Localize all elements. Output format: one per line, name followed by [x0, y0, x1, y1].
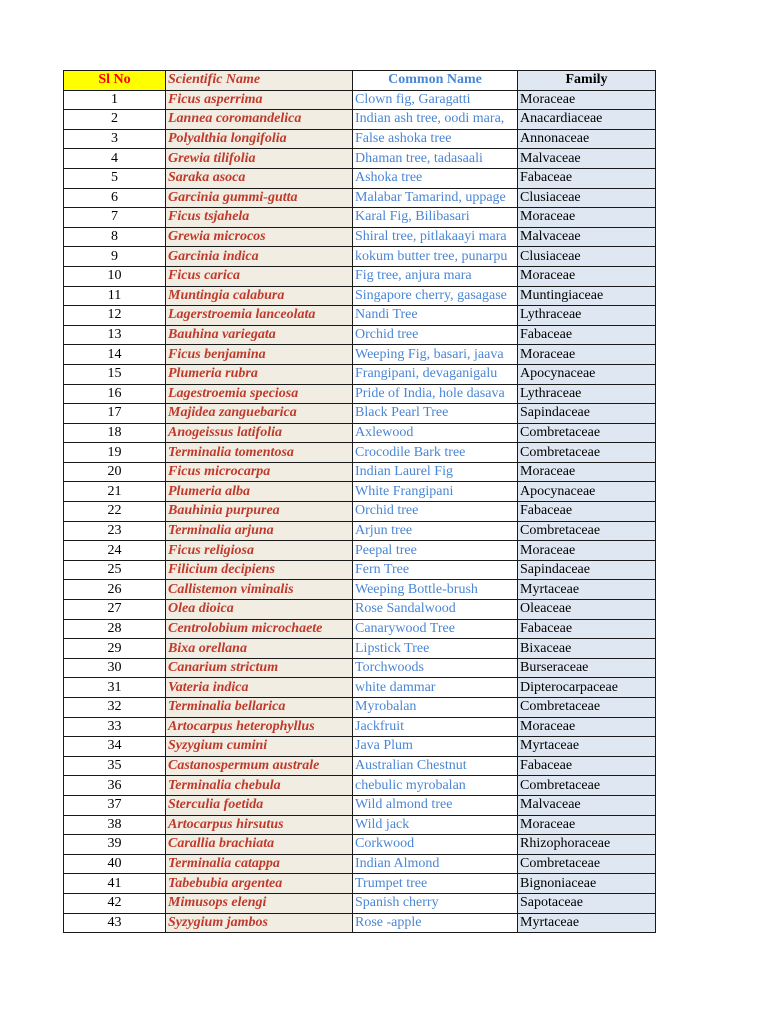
table-row: [64, 364, 656, 384]
cell-common-name: Ashoka tree: [353, 168, 518, 188]
cell-scientific-name: Sterculia foetida: [166, 795, 353, 815]
cell-sl-no: 36: [64, 776, 166, 796]
cell-family: Combretaceae: [518, 776, 656, 796]
table-row: [64, 129, 656, 149]
cell-sl-no: 22: [64, 502, 166, 522]
table-row: [64, 404, 656, 424]
cell-scientific-name: Mimusops elengi: [166, 893, 353, 913]
table-row: [64, 737, 656, 757]
cell-scientific-name: Grewia microcos: [166, 227, 353, 247]
table-row: [64, 619, 656, 639]
cell-common-name: Weeping Fig, basari, jaava: [353, 345, 518, 365]
cell-common-name: Nandi Tree: [353, 306, 518, 326]
cell-sl-no: 39: [64, 835, 166, 855]
cell-common-name: Java Plum: [353, 737, 518, 757]
cell-scientific-name: Tabebubia argentea: [166, 874, 353, 894]
cell-sl-no: 33: [64, 717, 166, 737]
cell-sl-no: 35: [64, 756, 166, 776]
table-row: [64, 815, 656, 835]
cell-common-name: Fern Tree: [353, 560, 518, 580]
cell-scientific-name: Terminalia arjuna: [166, 521, 353, 541]
cell-sl-no: 21: [64, 482, 166, 502]
cell-sl-no: 37: [64, 795, 166, 815]
cell-sl-no: 1: [64, 90, 166, 110]
cell-family: Combretaceae: [518, 854, 656, 874]
cell-scientific-name: Lagestroemia speciosa: [166, 384, 353, 404]
cell-scientific-name: Ficus religiosa: [166, 541, 353, 561]
cell-common-name: Indian ash tree, oodi mara,: [353, 110, 518, 130]
cell-family: Sapindaceae: [518, 560, 656, 580]
cell-sl-no: 34: [64, 737, 166, 757]
cell-family: Moraceae: [518, 717, 656, 737]
cell-scientific-name: Terminalia catappa: [166, 854, 353, 874]
cell-scientific-name: Saraka asoca: [166, 168, 353, 188]
table-row: [64, 110, 656, 130]
table-row: [64, 580, 656, 600]
cell-scientific-name: Bixa orellana: [166, 639, 353, 659]
table-body: [64, 90, 656, 933]
table-row: [64, 717, 656, 737]
cell-family: Combretaceae: [518, 423, 656, 443]
cell-common-name: Indian Laurel Fig: [353, 462, 518, 482]
cell-common-name: White Frangipani: [353, 482, 518, 502]
table-row: [64, 913, 656, 933]
cell-scientific-name: Lagerstroemia lanceolata: [166, 306, 353, 326]
table-row: [64, 286, 656, 306]
cell-family: Bignoniaceae: [518, 874, 656, 894]
cell-scientific-name: Ficus microcarpa: [166, 462, 353, 482]
table-row: [64, 423, 656, 443]
cell-sl-no: 14: [64, 345, 166, 365]
cell-common-name: Rose Sandalwood: [353, 600, 518, 620]
cell-scientific-name: Bauhinia purpurea: [166, 502, 353, 522]
cell-family: Moraceae: [518, 266, 656, 286]
cell-common-name: Lipstick Tree: [353, 639, 518, 659]
cell-scientific-name: Artocarpus hirsutus: [166, 815, 353, 835]
cell-common-name: Australian Chestnut: [353, 756, 518, 776]
cell-scientific-name: Ficus asperrima: [166, 90, 353, 110]
table-row: [64, 345, 656, 365]
cell-sl-no: 11: [64, 286, 166, 306]
cell-scientific-name: Canarium strictum: [166, 658, 353, 678]
table-row: [64, 893, 656, 913]
header-common-name: Common Name: [353, 71, 518, 91]
cell-sl-no: 41: [64, 874, 166, 894]
table-row: [64, 678, 656, 698]
cell-common-name: Arjun tree: [353, 521, 518, 541]
cell-common-name: kokum butter tree, punarpu: [353, 247, 518, 267]
cell-sl-no: 6: [64, 188, 166, 208]
cell-sl-no: 25: [64, 560, 166, 580]
cell-common-name: Spanish cherry: [353, 893, 518, 913]
cell-sl-no: 13: [64, 325, 166, 345]
cell-family: Myrtaceae: [518, 913, 656, 933]
cell-family: Moraceae: [518, 208, 656, 228]
cell-scientific-name: Plumeria alba: [166, 482, 353, 502]
cell-sl-no: 18: [64, 423, 166, 443]
cell-scientific-name: Olea dioica: [166, 600, 353, 620]
cell-sl-no: 40: [64, 854, 166, 874]
cell-sl-no: 24: [64, 541, 166, 561]
cell-scientific-name: Anogeissus latifolia: [166, 423, 353, 443]
cell-scientific-name: Vateria indica: [166, 678, 353, 698]
header-sl-no: Sl No: [64, 71, 166, 91]
cell-scientific-name: Carallia brachiata: [166, 835, 353, 855]
table-row: [64, 639, 656, 659]
table-row: [64, 462, 656, 482]
cell-scientific-name: Ficus benjamina: [166, 345, 353, 365]
cell-family: Moraceae: [518, 815, 656, 835]
cell-sl-no: 7: [64, 208, 166, 228]
cell-common-name: Weeping Bottle-brush: [353, 580, 518, 600]
cell-family: Moraceae: [518, 541, 656, 561]
table-row: [64, 443, 656, 463]
cell-sl-no: 43: [64, 913, 166, 933]
table-row: [64, 854, 656, 874]
cell-common-name: Clown fig, Garagatti: [353, 90, 518, 110]
cell-family: Apocynaceae: [518, 364, 656, 384]
table-row: [64, 149, 656, 169]
cell-family: Myrtaceae: [518, 737, 656, 757]
cell-family: Combretaceae: [518, 521, 656, 541]
table-row: [64, 90, 656, 110]
cell-family: Malvaceae: [518, 795, 656, 815]
cell-scientific-name: Grewia tilifolia: [166, 149, 353, 169]
cell-family: Bixaceae: [518, 639, 656, 659]
header-family: Family: [518, 71, 656, 91]
cell-common-name: Wild almond tree: [353, 795, 518, 815]
cell-family: Malvaceae: [518, 149, 656, 169]
table-row: [64, 266, 656, 286]
cell-common-name: white dammar: [353, 678, 518, 698]
table-row: [64, 600, 656, 620]
cell-family: Oleaceae: [518, 600, 656, 620]
cell-common-name: Corkwood: [353, 835, 518, 855]
cell-family: Moraceae: [518, 345, 656, 365]
cell-scientific-name: Filicium decipiens: [166, 560, 353, 580]
table-row: [64, 541, 656, 561]
cell-common-name: Indian Almond: [353, 854, 518, 874]
cell-sl-no: 30: [64, 658, 166, 678]
cell-family: Moraceae: [518, 90, 656, 110]
cell-scientific-name: Terminalia bellarica: [166, 698, 353, 718]
cell-sl-no: 17: [64, 404, 166, 424]
cell-scientific-name: Lannea coromandelica: [166, 110, 353, 130]
cell-family: Clusiaceae: [518, 188, 656, 208]
cell-sl-no: 8: [64, 227, 166, 247]
cell-scientific-name: Syzygium cumini: [166, 737, 353, 757]
cell-scientific-name: Muntingia calabura: [166, 286, 353, 306]
cell-common-name: False ashoka tree: [353, 129, 518, 149]
cell-scientific-name: Callistemon viminalis: [166, 580, 353, 600]
cell-common-name: Orchid tree: [353, 325, 518, 345]
cell-scientific-name: Castanospermum australe: [166, 756, 353, 776]
cell-common-name: Axlewood: [353, 423, 518, 443]
cell-scientific-name: Terminalia chebula: [166, 776, 353, 796]
cell-scientific-name: Garcinia indica: [166, 247, 353, 267]
cell-family: Combretaceae: [518, 698, 656, 718]
cell-family: Lythraceae: [518, 306, 656, 326]
cell-scientific-name: Bauhina variegata: [166, 325, 353, 345]
cell-scientific-name: Syzygium jambos: [166, 913, 353, 933]
header-row: [64, 71, 656, 91]
cell-scientific-name: Terminalia tomentosa: [166, 443, 353, 463]
table-row: [64, 168, 656, 188]
cell-common-name: Karal Fig, Bilibasari: [353, 208, 518, 228]
cell-scientific-name: Majidea zanguebarica: [166, 404, 353, 424]
cell-scientific-name: Artocarpus heterophyllus: [166, 717, 353, 737]
table-row: [64, 560, 656, 580]
table-row: [64, 227, 656, 247]
table-header: [64, 71, 656, 91]
cell-family: Myrtaceae: [518, 580, 656, 600]
table-row: [64, 521, 656, 541]
table-row: [64, 208, 656, 228]
cell-sl-no: 9: [64, 247, 166, 267]
table-row: [64, 795, 656, 815]
cell-common-name: Shiral tree, pitlakaayi mara: [353, 227, 518, 247]
cell-sl-no: 3: [64, 129, 166, 149]
cell-sl-no: 12: [64, 306, 166, 326]
cell-scientific-name: Ficus tsjahela: [166, 208, 353, 228]
cell-sl-no: 31: [64, 678, 166, 698]
cell-sl-no: 29: [64, 639, 166, 659]
table-row: [64, 874, 656, 894]
cell-common-name: Trumpet tree: [353, 874, 518, 894]
cell-scientific-name: Centrolobium microchaete: [166, 619, 353, 639]
cell-family: Combretaceae: [518, 443, 656, 463]
table-row: [64, 698, 656, 718]
cell-common-name: Wild jack: [353, 815, 518, 835]
table-row: [64, 482, 656, 502]
cell-family: Fabaceae: [518, 168, 656, 188]
cell-family: Fabaceae: [518, 619, 656, 639]
cell-family: Fabaceae: [518, 502, 656, 522]
cell-common-name: Torchwoods: [353, 658, 518, 678]
cell-common-name: Frangipani, devaganigalu: [353, 364, 518, 384]
header-scientific-name: Scientific Name: [166, 71, 353, 91]
cell-scientific-name: Garcinia gummi-gutta: [166, 188, 353, 208]
cell-common-name: Fig tree, anjura mara: [353, 266, 518, 286]
table-row: [64, 306, 656, 326]
cell-family: Sapotaceae: [518, 893, 656, 913]
cell-sl-no: 10: [64, 266, 166, 286]
cell-sl-no: 2: [64, 110, 166, 130]
cell-family: Anacardiaceae: [518, 110, 656, 130]
species-table: [63, 70, 656, 933]
cell-common-name: Black Pearl Tree: [353, 404, 518, 424]
cell-sl-no: 5: [64, 168, 166, 188]
cell-sl-no: 16: [64, 384, 166, 404]
cell-common-name: Rose -apple: [353, 913, 518, 933]
table-row: [64, 776, 656, 796]
cell-family: Fabaceae: [518, 756, 656, 776]
cell-sl-no: 28: [64, 619, 166, 639]
table-row: [64, 325, 656, 345]
cell-common-name: Dhaman tree, tadasaali: [353, 149, 518, 169]
cell-common-name: Peepal tree: [353, 541, 518, 561]
cell-sl-no: 26: [64, 580, 166, 600]
cell-common-name: Malabar Tamarind, uppage: [353, 188, 518, 208]
cell-scientific-name: Polyalthia longifolia: [166, 129, 353, 149]
cell-common-name: Crocodile Bark tree: [353, 443, 518, 463]
cell-family: Muntingiaceae: [518, 286, 656, 306]
cell-common-name: Pride of India, hole dasava: [353, 384, 518, 404]
cell-family: Sapindaceae: [518, 404, 656, 424]
cell-common-name: chebulic myrobalan: [353, 776, 518, 796]
cell-family: Clusiaceae: [518, 247, 656, 267]
table-row: [64, 188, 656, 208]
cell-sl-no: 20: [64, 462, 166, 482]
cell-family: Annonaceae: [518, 129, 656, 149]
cell-common-name: Orchid tree: [353, 502, 518, 522]
cell-family: Rhizophoraceae: [518, 835, 656, 855]
cell-family: Apocynaceae: [518, 482, 656, 502]
table-row: [64, 502, 656, 522]
table-row: [64, 384, 656, 404]
cell-family: Moraceae: [518, 462, 656, 482]
cell-sl-no: 4: [64, 149, 166, 169]
cell-common-name: Jackfruit: [353, 717, 518, 737]
table-row: [64, 247, 656, 267]
cell-sl-no: 32: [64, 698, 166, 718]
cell-common-name: Myrobalan: [353, 698, 518, 718]
cell-common-name: Singapore cherry, gasagase: [353, 286, 518, 306]
table-row: [64, 756, 656, 776]
table-row: [64, 835, 656, 855]
cell-scientific-name: Ficus carica: [166, 266, 353, 286]
cell-family: Malvaceae: [518, 227, 656, 247]
cell-sl-no: 15: [64, 364, 166, 384]
cell-sl-no: 19: [64, 443, 166, 463]
cell-sl-no: 27: [64, 600, 166, 620]
cell-sl-no: 42: [64, 893, 166, 913]
cell-family: Fabaceae: [518, 325, 656, 345]
cell-common-name: Canarywood Tree: [353, 619, 518, 639]
cell-scientific-name: Plumeria rubra: [166, 364, 353, 384]
cell-family: Lythraceae: [518, 384, 656, 404]
cell-sl-no: 23: [64, 521, 166, 541]
cell-sl-no: 38: [64, 815, 166, 835]
cell-family: Dipterocarpaceae: [518, 678, 656, 698]
cell-family: Burseraceae: [518, 658, 656, 678]
table-row: [64, 658, 656, 678]
